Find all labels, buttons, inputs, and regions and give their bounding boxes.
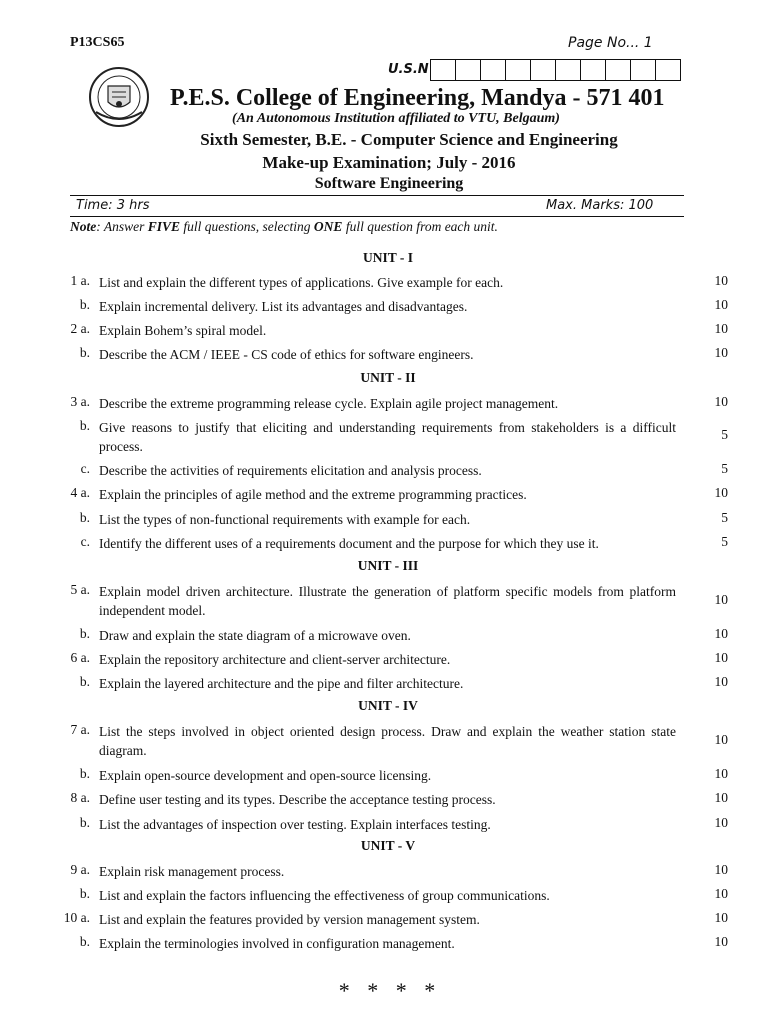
question-text: List the steps involved in object oriented design process. Draw and explain the weather station state diagram. [99, 724, 676, 758]
question-text: List the types of non-functional requirements with example for each. [99, 512, 471, 527]
question-text: Describe the activities of requirements elicitation and analysis process. [99, 463, 482, 478]
question-number: b. [79, 510, 90, 525]
question-marks: 10 [714, 815, 728, 830]
question-text: List and explain the factors influencing the effectiveness of group communications. [99, 888, 550, 903]
question-text: List and explain the different types of applications. Give example for each. [99, 275, 504, 290]
question-number: b. [79, 886, 90, 901]
unit-heading: UNIT - V [360, 838, 416, 853]
question-number: b. [79, 626, 90, 641]
question-marks: 5 [721, 427, 728, 442]
divider-bottom [70, 216, 684, 217]
question-number: c. [80, 534, 90, 549]
end-marker: * * * * [338, 978, 442, 1003]
question-number: b. [79, 766, 90, 781]
max-marks: Max. Marks: 100 [546, 198, 654, 213]
question-marks: 5 [721, 461, 728, 476]
question-text: Explain model driven architecture. Illustrate the generation of platform specific models from platform independent model. [99, 584, 676, 618]
question-marks: 5 [721, 510, 728, 525]
question-number: b. [79, 674, 90, 689]
question-marks: 10 [714, 321, 728, 336]
exam-title: Make-up Examination; July - 2016 [262, 153, 516, 172]
unit-heading: UNIT - IV [358, 698, 418, 713]
question-number: 1 a. [70, 273, 90, 288]
question-marks: 10 [714, 790, 728, 805]
page-number: Page No... 1 [568, 35, 653, 51]
question-text: Explain the principles of agile method and the extreme programming practices. [99, 487, 527, 502]
question-number: 3 a. [70, 394, 90, 409]
question-number: 5 a. [70, 582, 90, 597]
question-marks: 10 [714, 394, 728, 409]
question-text: Draw and explain the state diagram of a microwave oven. [99, 628, 411, 643]
question-number: 9 a. [70, 862, 90, 877]
question-number: 7 a. [70, 722, 90, 737]
question-marks: 10 [714, 297, 728, 312]
question-number: c. [80, 461, 90, 476]
question-text: Describe the ACM / IEEE - CS code of ethics for software engineers. [99, 347, 474, 362]
question-marks: 10 [714, 732, 728, 747]
question-marks: 5 [721, 534, 728, 549]
question-marks: 10 [714, 345, 728, 360]
unit-heading: UNIT - I [362, 250, 413, 265]
question-text: Explain risk management process. [99, 864, 285, 879]
college-name: P.E.S. College of Engineering, Mandya - 571 401 [170, 85, 665, 111]
usn-label: U.S.N [388, 62, 429, 77]
question-marks: 10 [714, 910, 728, 925]
question-number: b. [79, 934, 90, 949]
question-number: b. [79, 815, 90, 830]
question-number: 6 a. [70, 650, 90, 665]
subject-title: Software Engineering [314, 175, 464, 192]
question-text: Describe the extreme programming release cycle. Explain agile project management. [99, 396, 559, 411]
time-allowed: Time: 3 hrs [76, 198, 150, 213]
unit-heading: UNIT - II [360, 370, 416, 385]
question-number: 4 a. [70, 485, 90, 500]
question-text: Explain Bohem’s spiral model. [99, 323, 267, 338]
subject-code: P13CS65 [70, 35, 125, 50]
question-marks: 10 [714, 674, 728, 689]
usn-boxes [431, 59, 681, 81]
unit-heading: UNIT - III [357, 558, 419, 573]
question-marks: 10 [714, 626, 728, 641]
question-text: Give reasons to justify that eliciting and understanding requirements from stakeholders is a difficult process. [99, 420, 676, 454]
question-text: Explain open-source development and open-source licensing. [99, 768, 432, 783]
question-text: Explain the terminologies involved in configuration management. [99, 936, 455, 951]
question-text: List the advantages of inspection over testing. Explain interfaces testing. [99, 817, 491, 832]
question-marks: 10 [714, 485, 728, 500]
question-text: Explain the repository architecture and client-server architecture. [99, 652, 451, 667]
instruction-note: Note: Answer FIVE full questions, selecting ONE full question from each unit. [70, 219, 498, 234]
question-number: b. [79, 345, 90, 360]
semester-title: Sixth Semester, B.E. - Computer Science and Engineering [200, 130, 618, 149]
question-marks: 10 [714, 766, 728, 781]
question-marks: 10 [714, 934, 728, 949]
question-marks: 10 [714, 862, 728, 877]
question-marks: 10 [714, 650, 728, 665]
question-text: Explain the layered architecture and the pipe and filter architecture. [99, 676, 464, 691]
question-text: Explain incremental delivery. List its advantages and disadvantages. [99, 299, 468, 314]
question-number: b. [79, 297, 90, 312]
question-number: b. [79, 418, 90, 433]
affiliation: (An Autonomous Institution affiliated to VTU, Belgaum) [232, 111, 560, 126]
divider-top [70, 195, 684, 196]
question-number: 10 a. [63, 910, 90, 925]
question-text: Identify the different uses of a requirements document and the purpose for which they use it. [99, 536, 599, 551]
question-number: 8 a. [70, 790, 90, 805]
question-marks: 10 [714, 592, 728, 607]
question-text: Define user testing and its types. Describe the acceptance testing process. [99, 792, 496, 807]
question-marks: 10 [714, 886, 728, 901]
question-number: 2 a. [70, 321, 90, 336]
question-text: List and explain the features provided by version management system. [99, 912, 480, 927]
question-marks: 10 [714, 273, 728, 288]
